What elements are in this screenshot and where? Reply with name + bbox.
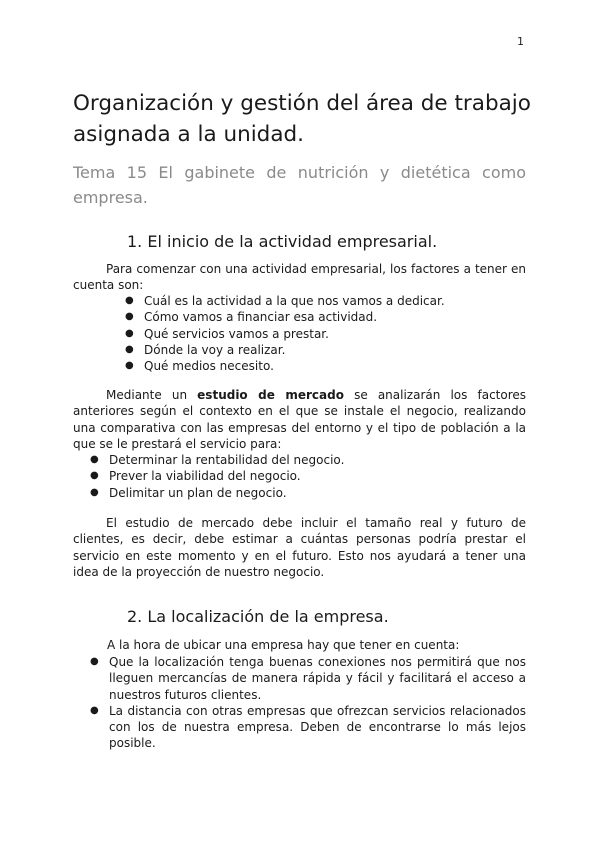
market-goals-list	[90, 452, 526, 501]
section-number: 2.	[127, 607, 143, 626]
document-subtitle: Tema 15 El gabinete de nutrición y dietética como empresa.	[73, 163, 526, 207]
list-item: ● Delimitar un plan de negocio.	[90, 485, 287, 500]
document-title: Organización y gestión del área de trabajo asignada a la unidad.	[73, 91, 531, 147]
location-points-list	[90, 654, 526, 752]
bullet-icon: ●	[125, 343, 134, 355]
list-item: ● La distancia con otras empresas que ofrezcan servicios relacionados con los de nuestra empresa. Deben de encontrarse lo más lejos posible.	[90, 703, 526, 751]
list-item: ● Cómo vamos a financiar esa actividad.	[125, 310, 378, 325]
section-heading-1	[0, 232, 600, 251]
bullet-icon: ●	[90, 704, 99, 716]
list-item: ● Qué medios necesito.	[125, 359, 274, 374]
list-item: ● Que la localización tenga buenas conexiones nos permitirá que nos lleguen mercancías de manera rápida y fácil y facilitará el acceso a nuestros futuros clientes.	[90, 655, 526, 702]
list-item: ● Determinar la rentabilidad del negocio.	[90, 453, 345, 467]
section-number: 1.	[127, 232, 143, 251]
section-title: El inicio de la actividad empresarial.	[147, 232, 438, 251]
bullet-icon: ●	[90, 454, 99, 465]
bullet-icon: ●	[125, 327, 134, 339]
factors-list	[125, 293, 524, 374]
bullet-icon: ●	[90, 486, 99, 498]
page-number: 1	[517, 35, 524, 48]
market-study-paragraph: Mediante un estudio de mercado se analizarán los factores anteriores según el contexto en el que se instale el negocio, realizando una comparativa con las empresas del entorno y el tipo de población a la que se le prestará el servicio para:	[73, 388, 527, 451]
bullet-icon: ●	[90, 470, 99, 482]
bullet-icon: ●	[90, 656, 99, 667]
section-heading-2	[0, 607, 600, 626]
section2-intro: A la hora de ubicar una empresa hay que tener en cuenta:	[107, 638, 460, 652]
list-item: ● Prever la viabilidad del negocio.	[90, 469, 301, 484]
bullet-icon: ●	[125, 360, 134, 372]
list-item: ● Cuál es la actividad a la que nos vamos a dedicar.	[125, 294, 445, 308]
market-study-term: estudio de mercado	[197, 388, 344, 402]
section-title: La localización de la empresa.	[147, 607, 389, 626]
bullet-icon: ●	[125, 311, 134, 323]
bullet-icon: ●	[125, 295, 134, 306]
section1-closing: El estudio de mercado debe incluir el tamaño real y futuro de clientes, es decir, debe estimar a cuántas personas podría prestar el servicio en este momento y en el futuro. Esto nos ayudará a tener una idea de la proyección de nuestro negocio.	[73, 516, 526, 579]
list-item: ● Dónde la voy a realizar.	[125, 342, 286, 357]
list-item: ● Qué servicios vamos a prestar.	[125, 326, 329, 341]
section1-intro: Para comenzar con una actividad empresarial, los factores a tener en cuenta son:	[73, 262, 526, 293]
